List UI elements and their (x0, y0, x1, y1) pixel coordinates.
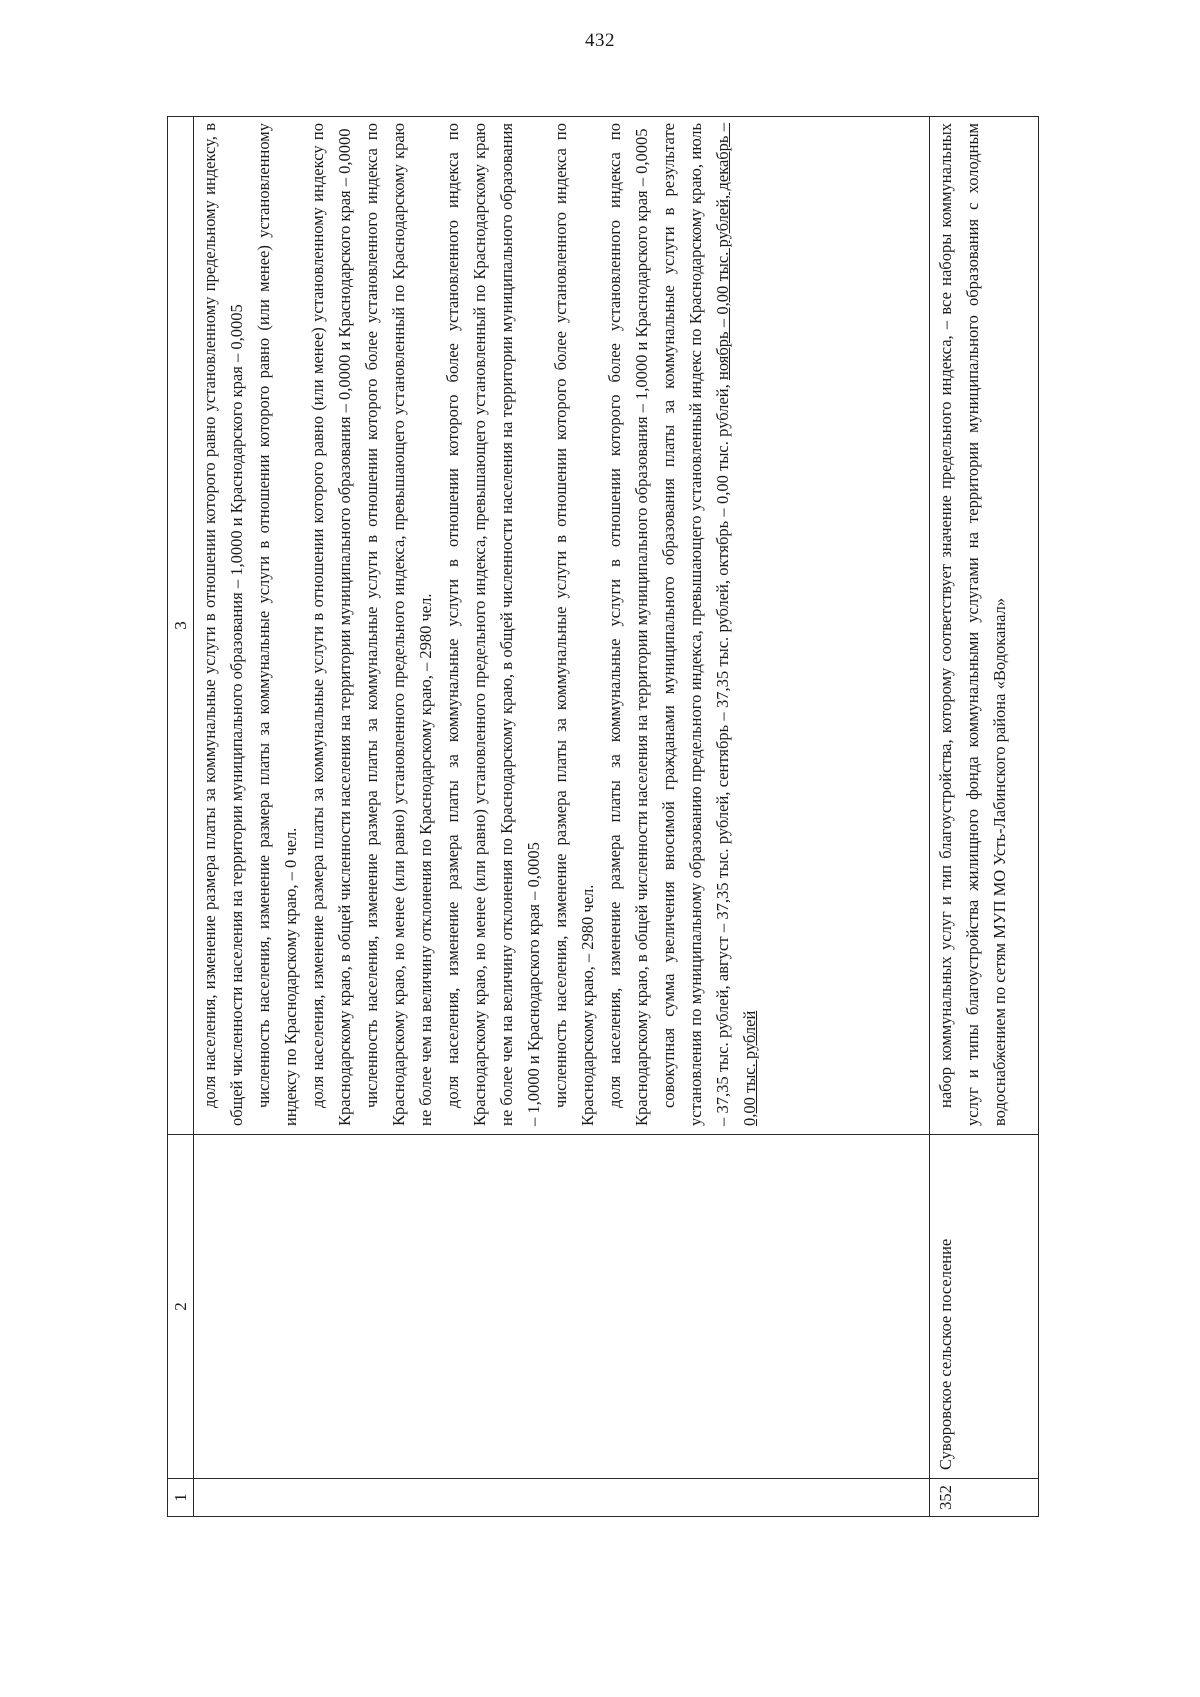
indicator-paragraph: доля населения, изменение размера платы за коммунальные услуги в отношении которого равно (или менее) установленному индексу по Краснодарскому краю, в общей численности населения на территории муниципального образования – 0,0000 и Краснодарского края – 0,0000 (308, 123, 354, 1126)
services-paragraph: набор коммунальных услуг и тип благоустройства, которому соответствует значение предельного индекса, – все наборы коммунальных услуг и типы благоустройства жилищного фонда коммунальными услугами на территории муниципального образования с холодным водоснабжением по сетям МУП МО Усть-Лабинского района «Водоканал» (936, 123, 1010, 1126)
sum-paragraph (655, 123, 763, 1126)
header-col-3: 3 (168, 117, 194, 1135)
indicator-paragraph: доля населения, изменение размера платы за коммунальные услуги в отношении которого равно установленному предельному индексу, в общей численности населения на территории муниципального образования – 1,0000 и Краснодарского края – 0,0005 (200, 123, 246, 1126)
rotated-table-container (167, 117, 1039, 1517)
header-col-1: 1 (168, 1479, 194, 1517)
indices-table (167, 116, 1039, 1517)
table-row-continuation (194, 117, 930, 1517)
header-col-2: 2 (168, 1135, 194, 1479)
cell-settlement (930, 1135, 1039, 1479)
settlement-name: Суворовское сельское поселение (936, 1238, 956, 1470)
page-number: 432 (585, 30, 615, 51)
indicator-paragraph: доля населения, изменение размера платы за коммунальные услуги в отношении которого более установленного индекса по Краснодарскому краю, в общей численности населения на территории муниципального образования – 1,0000 и Краснодарского края – 0,0005 (605, 123, 651, 1126)
sum-text-underlined: ноябрь – 0,00 тыс. рублей, декабрь – 0,00 тыс. рублей (713, 122, 759, 1126)
cell-indicators (194, 117, 930, 1135)
indicator-paragraph: численность населения, изменение размера платы за коммунальные услуги в отношении которого равно (или менее) установленному индексу по Краснодарскому краю, – 0 чел. (254, 123, 300, 1126)
indicator-paragraph: численность населения, изменение размера платы за коммунальные услуги в отношении которого более установленного индекса по Краснодарскому краю, – 2980 чел. (551, 123, 597, 1126)
indicator-paragraph: численность населения, изменение размера платы за коммунальные услуги в отношении которого более установленного индекса по Краснодарскому краю, но менее (или равно) установленного предельного индекса, превышающего установленный по Краснодарскому краю не более чем на величину отклонения по Краснодарскому краю, – 2980 чел. (362, 123, 435, 1126)
table-header-row (168, 117, 194, 1517)
cell-services (930, 117, 1039, 1135)
row-number: 352 (936, 1485, 956, 1510)
cell-number-empty (194, 1479, 930, 1517)
indicator-paragraph: доля населения, изменение размера платы за коммунальные услуги в отношении которого более установленного индекса по Краснодарскому краю, но менее (или равно) установленного предельного индекса, превышающего установленный по Краснодарскому краю не более чем на величину отклонения по Краснодарскому краю, в общей численности населения на территории муниципального образования – 1,0000 и Краснодарского края – 0,0005 (443, 123, 543, 1126)
cell-settlement-empty (194, 1135, 930, 1479)
cell-row-number (930, 1479, 1039, 1517)
table-row-352 (930, 117, 1039, 1517)
sum-text: совокупная сумма увеличения вносимой гражданами муниципального образования платы за коммунальные услуги в результате установления по муниципальному образованию предельного индекса, превышающего установленный индекс по Краснодарскому краю, июль – 37,35 тыс. рублей, август – 37,35 тыс. рублей, сентябрь – 37,35 тыс. рублей, октябрь – 0,00 тыс. рублей, (659, 123, 732, 1126)
